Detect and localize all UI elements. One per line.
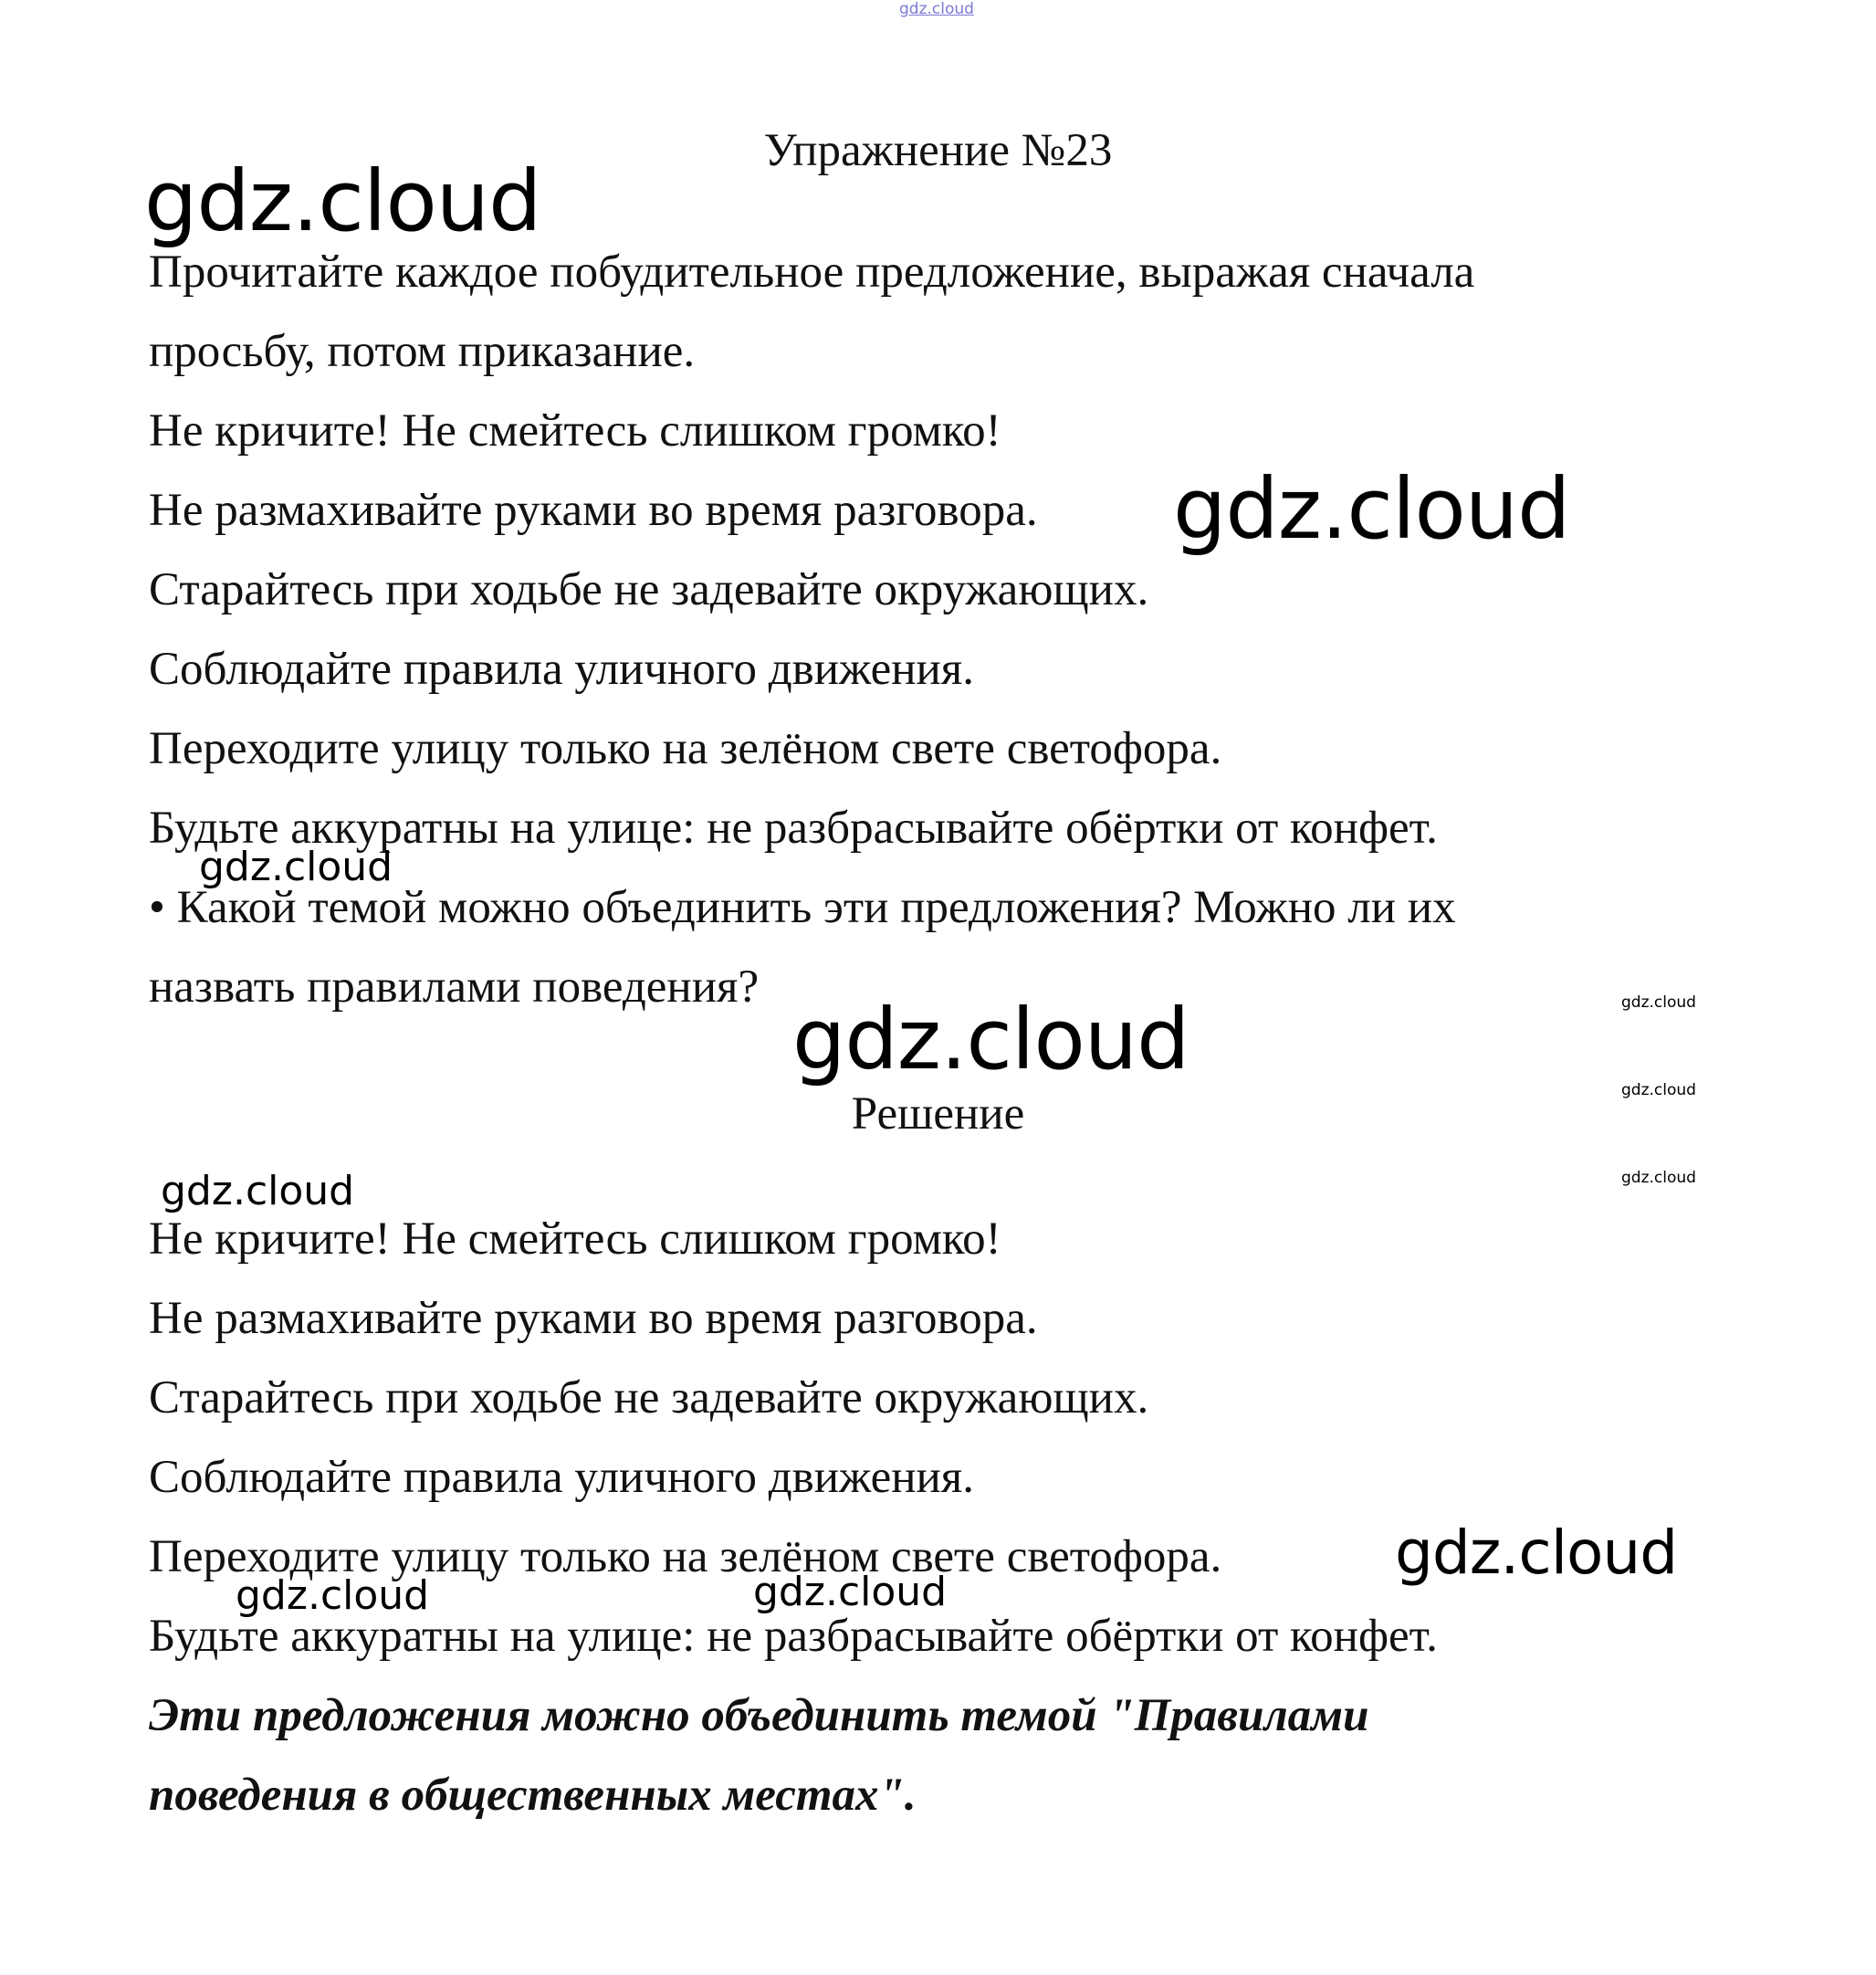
solution-sentence-4: Соблюдайте правила уличного движения. (149, 1452, 975, 1503)
watermark: gdz.cloud (1395, 1518, 1678, 1588)
solution-sentence-5: Переходите улицу только на зелёном свете светофора. (149, 1531, 1222, 1582)
watermark: gdz.cloud (1173, 460, 1570, 558)
watermark: gdz.cloud (236, 1572, 430, 1619)
exercise-sentence-3: Старайтесь при ходьбе не задевайте окружающих. (149, 564, 1149, 615)
exercise-sentence-4: Соблюдайте правила уличного движения. (149, 644, 975, 695)
watermark: gdz.cloud (792, 991, 1190, 1088)
answer-line-1: Эти предложения можно объединить темой "Правилами (149, 1690, 1369, 1741)
solution-sentence-2: Не размахивайте руками во время разговора. (149, 1293, 1038, 1344)
answer-line-2: поведения в общественных местах". (149, 1770, 917, 1821)
instruction-line-2: просьбу, потом приказание. (149, 326, 696, 377)
watermark: gdz.cloud (1621, 1081, 1696, 1099)
watermark-top: gdz.cloud (899, 0, 974, 18)
watermark: gdz.cloud (753, 1569, 948, 1615)
exercise-sentence-5: Переходите улицу только на зелёном свете светофора. (149, 723, 1222, 774)
watermark: gdz.cloud (1621, 1169, 1696, 1187)
watermark: gdz.cloud (1621, 993, 1696, 1012)
exercise-sentence-2: Не размахивайте руками во время разговора. (149, 485, 1038, 536)
watermark: gdz.cloud (199, 844, 393, 890)
solution-sentence-3: Старайтесь при ходьбе не задевайте окружающих. (149, 1372, 1149, 1423)
solution-sentence-6: Будьте аккуратны на улице: не разбрасывайте обёртки от конфет. (149, 1611, 1438, 1662)
solution-sentence-1: Не кричите! Не смейтесь слишком громко! (149, 1213, 1001, 1265)
question-line-2: назвать правилами поведения? (149, 961, 760, 1013)
question-line-1: • Какой темой можно объединить эти предложения? Можно ли их (149, 882, 1456, 933)
instruction-line-1: Прочитайте каждое побудительное предложение, выражая сначала (149, 247, 1475, 298)
exercise-sentence-1: Не кричите! Не смейтесь слишком громко! (149, 405, 1001, 457)
watermark: gdz.cloud (144, 152, 541, 250)
exercise-sentence-6: Будьте аккуратны на улице: не разбрасывайте обёртки от конфет. (149, 803, 1438, 854)
solution-title: Решение (851, 1088, 1025, 1140)
exercise-title: Упражнение №23 (763, 125, 1113, 176)
watermark: gdz.cloud (161, 1168, 355, 1214)
